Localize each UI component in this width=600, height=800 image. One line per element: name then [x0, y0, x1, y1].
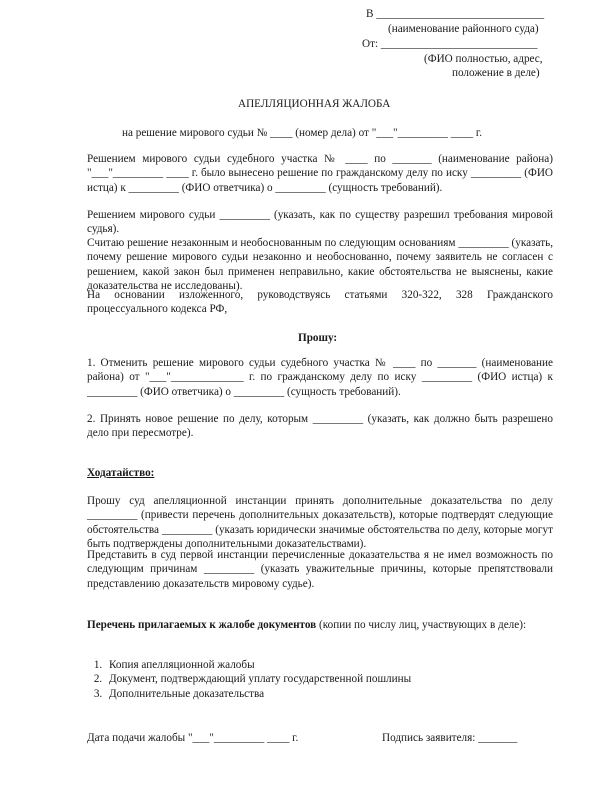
attachments-heading: [87, 618, 553, 632]
body-paragraph-legal-basis: На основании изложенного, руководствуясь статьями 320-322, 328 Гражданского процессуального кодекса РФ,: [87, 289, 553, 316]
body-paragraph-ruling: Решением мирового судьи _________ (указать, как по существу разрешил требования мировой судья).: [87, 209, 553, 236]
court-recipient-line: [366, 7, 544, 21]
motion-heading: Ходатайство:: [87, 467, 155, 479]
body-paragraph-decision: Решением мирового судьи судебного участка № ____ по _______ (наименование района) "___"_________ ____ г. было вынесено решение по гражданскому делу по иску _________ (ФИО истца) к _________ (ФИО ответчика) о _________ (сущность требований).: [87, 153, 553, 194]
attachments-list: [87, 658, 545, 701]
applicant-signature-line: Подпись заявителя: _______: [382, 732, 518, 744]
sender-blank: ____________________________: [380, 38, 538, 50]
document-subtitle: на решение мирового судьи № ____ (номер дела) от "___"_________ ____ г.: [122, 127, 483, 139]
sender-caption-line-2: положение в деле): [452, 67, 540, 79]
court-recipient-caption: (наименование районного суда): [388, 23, 539, 35]
attachments-heading-rest: (копии по числу лиц, участвующих в деле):: [316, 619, 527, 631]
list-item: 1. Копия апелляционной жалобы: [105, 658, 545, 672]
court-recipient-prefix: В: [366, 8, 374, 20]
list-item: 2. Документ, подтверждающий уплату государственной пошлины: [105, 672, 545, 686]
sender-prefix: От:: [362, 38, 379, 50]
document-title: АПЕЛЛЯЦИОННАЯ ЖАЛОБА: [238, 98, 391, 110]
sender-caption-line-1: (ФИО полностью, адрес,: [424, 53, 543, 65]
attachments-heading-bold: Перечень прилагаемых к жалобе документов: [87, 619, 317, 631]
request-item-1: 1. Отменить решение мирового судьи судебного участка № ____ по _______ (наименование района) от "___"_____________ г. по гражданскому делу по иску _________ (ФИО истца) к _________ (ФИО ответчика) о _________ (сущность требований).: [87, 357, 553, 398]
filing-date-line: Дата подачи жалобы "___"_________ ____ г.: [87, 732, 299, 744]
list-item: 3. Дополнительные доказательства: [105, 687, 545, 701]
body-paragraph-grounds: Считаю решение незаконным и необоснованным по следующим основаниям _________ (указать, почему решение мирового судьи незаконно и необоснованно, почему заявитель не согласен с решением, какой закон был применен неправильно, какие обстоятельства не выяснены, какие доказательства не исследованы).: [87, 237, 553, 292]
motion-paragraph-reasons: Представить в суд первой инстанции перечисленные доказательства я не имел возможность по следующим причинам _________ (указать уважительные причины, которые препятствовали представлению доказательств мировому судье).: [87, 549, 553, 590]
sender-line: [362, 37, 538, 51]
court-recipient-blank: ______________________________: [376, 8, 545, 20]
motion-paragraph-evidence: Прошу суд апелляционной инстанции принять дополнительные доказательства по делу _________ (привести перечень дополнительных доказательств), которые подтвердят следующие обстоятельства _________ (указать юридически значимые обстоятельства по делу, которые могут быть подтверждены дополнительными доказательствами).: [87, 495, 553, 550]
request-item-2: 2. Принять новое решение по делу, которым _________ (указать, как должно быть разрешено дело при пересмотре).: [87, 413, 553, 440]
request-heading: Прошу:: [298, 332, 338, 344]
